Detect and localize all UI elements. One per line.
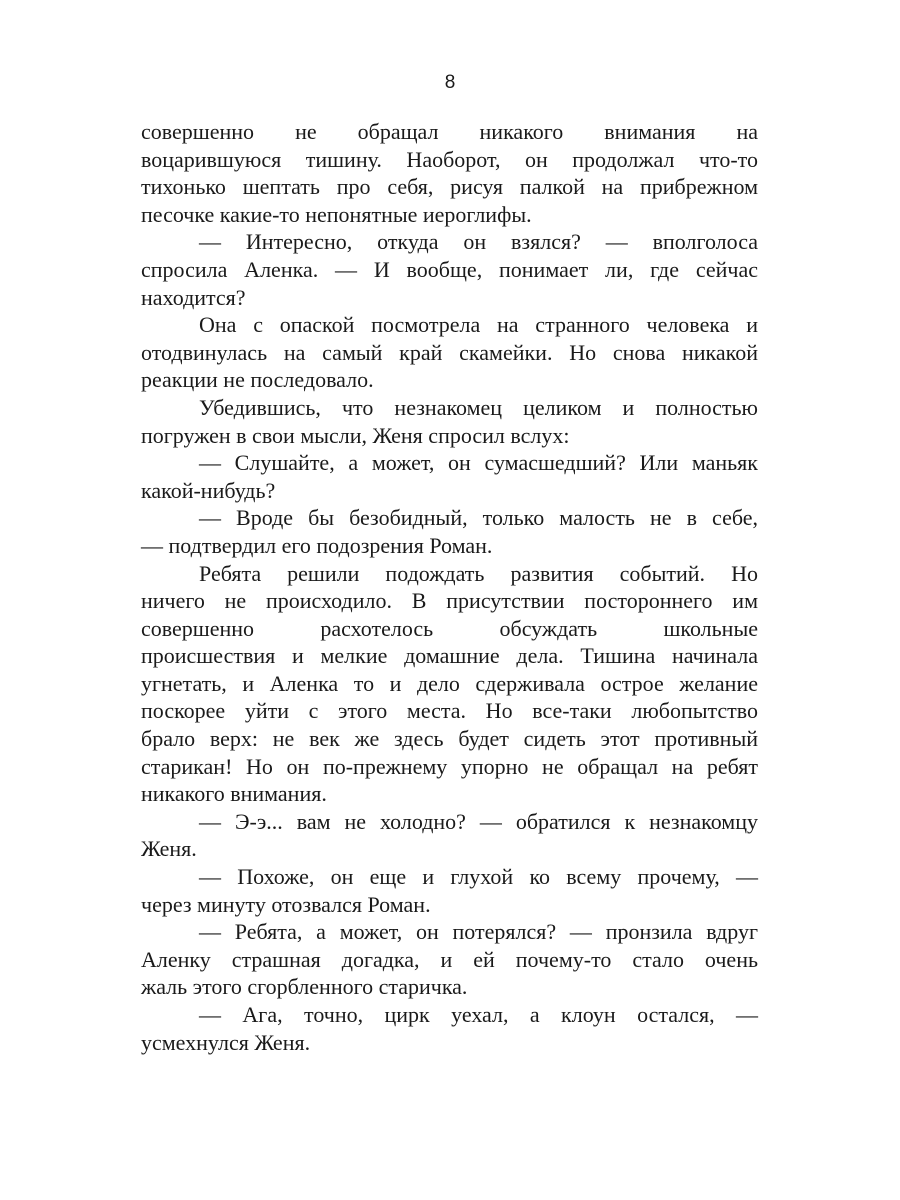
- text-line: — Ребята, а может, он потерялся? — пронзила вдруг: [199, 919, 758, 945]
- text-line: — подтвердил его подозрения Роман.: [141, 532, 493, 558]
- text-line: Она с опаской посмотрела на странного человека и: [199, 312, 758, 338]
- paragraph: [141, 504, 758, 559]
- paragraph: [141, 311, 758, 394]
- text-line: Женя.: [141, 836, 197, 862]
- body-text: [141, 118, 758, 1056]
- text-line: отодвинулась на самый край скамейки. Но снова никакой: [141, 339, 758, 365]
- text-line: находится?: [141, 284, 246, 310]
- text-line: происшествия и мелкие домашние дела. Тишина начинала: [141, 643, 758, 669]
- text-line: погружен в свои мысли, Женя спросил вслух:: [141, 422, 570, 448]
- text-line: Аленку страшная догадка, и ей почему-то стало очень: [141, 946, 758, 972]
- text-line: усмехнулся Женя.: [141, 1029, 311, 1055]
- paragraph: [141, 118, 758, 228]
- text-line: Ребята решили подождать развития событий. Но: [199, 560, 758, 586]
- text-line: — Вроде бы безобидный, только малость не в себе,: [199, 505, 758, 531]
- text-line: через минуту отозвался Роман.: [141, 891, 431, 917]
- text-line: — Слушайте, а может, он сумасшедший? Или маньяк: [199, 450, 758, 476]
- text-line: поскорее уйти с этого места. Но все-таки любопытство: [141, 698, 758, 724]
- text-line: спросила Аленка. — И вообще, понимает ли, где сейчас: [141, 256, 758, 282]
- text-line: воцарившуюся тишину. Наоборот, он продолжал что-то: [141, 146, 758, 172]
- text-line: совершенно не обращал никакого внимания на: [141, 119, 758, 144]
- text-line: жаль этого сгорбленного старичка.: [141, 974, 468, 1000]
- text-line: какой-нибудь?: [141, 477, 276, 503]
- text-line: реакции не последовало.: [141, 367, 374, 393]
- text-line: угнетать, и Аленка то и дело сдерживала острое желание: [141, 670, 758, 696]
- text-line: никакого внимания.: [141, 781, 327, 807]
- text-line: — Э-э... вам не холодно? — обратился к незнакомцу: [199, 808, 758, 834]
- text-line: песочке какие-то непонятные иероглифы.: [141, 201, 532, 227]
- text-line: Убедившись, что незнакомец целиком и полностью: [199, 394, 758, 420]
- paragraph: [141, 863, 758, 918]
- text-line: тихонько шептать про себя, рисуя палкой на прибрежном: [141, 174, 758, 200]
- text-line: — Похоже, он еще и глухой ко всему прочему, —: [199, 864, 758, 890]
- text-line: старикан! Но он по-прежнему упорно не обращал на ребят: [141, 753, 758, 779]
- text-line: — Интересно, откуда он взялся? — вполголоса: [199, 229, 758, 255]
- paragraph: [141, 449, 758, 504]
- paragraph: [141, 1001, 758, 1056]
- paragraph: [141, 808, 758, 863]
- paragraph: [141, 394, 758, 449]
- text-line: ничего не происходило. В присутствии постороннего им: [141, 588, 758, 614]
- page-number: 8: [444, 72, 456, 93]
- text-line: совершенно расхотелось обсуждать школьные: [141, 615, 758, 641]
- paragraph: [141, 560, 758, 808]
- paragraph: [141, 918, 758, 1001]
- text-line: брало верх: не век же здесь будет сидеть этот противный: [141, 726, 758, 752]
- paragraph: [141, 228, 758, 311]
- text-line: — Ага, точно, цирк уехал, а клоун остался, —: [199, 1002, 758, 1027]
